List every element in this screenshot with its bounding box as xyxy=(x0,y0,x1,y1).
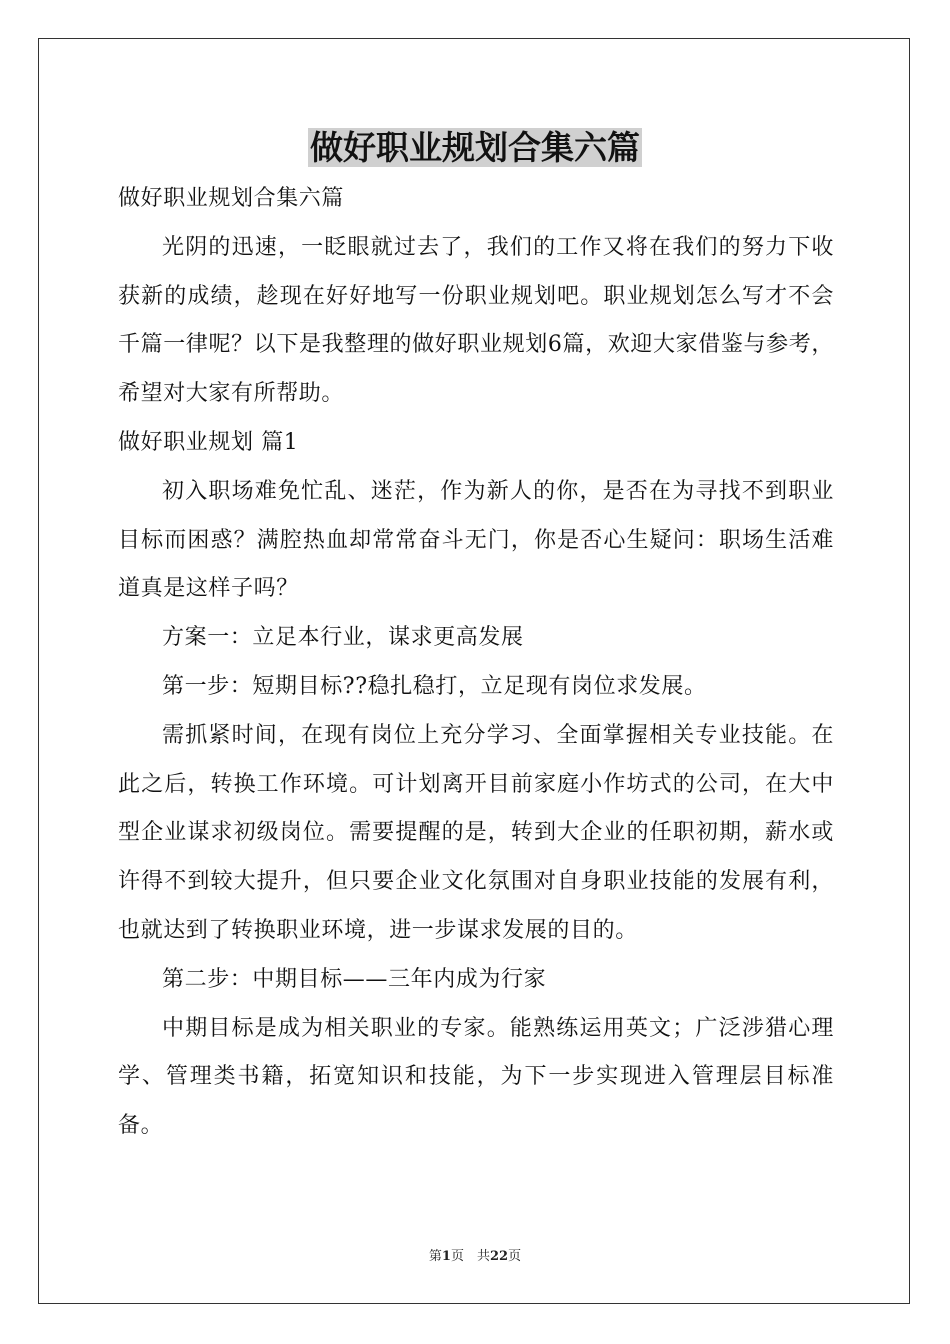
total-pages-number: 22 xyxy=(489,1249,509,1264)
body-paragraph: 光阴的迅速，一眨眼就过去了，我们的工作又将在我们的努力下收获新的成绩，趁现在好好地写一份职业规划吧。职业规划怎么写才不会千篇一律呢？以下是我整理的做好职业规划6篇，欢迎大家借鉴与参考，希望对大家有所帮助。 xyxy=(118,234,834,407)
body-paragraph: 需抓紧时间，在现有岗位上充分学习、全面掌握相关专业技能。在此之后，转换工作环境。可计划离开目前家庭小作坊式的公司，在大中型企业谋求初级岗位。需要提醒的是，转到大企业的任职初期，薪水或许得不到较大提升，但只要企业文化氛围对自身职业技能的发展有利，也就达到了转换职业环境，进一步谋求发展的目的。 xyxy=(118,722,834,943)
current-page-number: 1 xyxy=(441,1249,451,1264)
page-label-suffix: 页 xyxy=(508,1249,522,1264)
body-paragraph: 第一步：短期目标??稳扎稳打，立足现有岗位求发展。 xyxy=(162,673,707,699)
body-paragraph: 初入职场难免忙乱、迷茫，作为新人的你，是否在为寻找不到职业目标而困惑？满腔热血却常常奋斗无门，你是否心生疑问：职场生活难道真是这样子吗？ xyxy=(118,478,834,602)
body-paragraph: 中期目标是成为相关职业的专家。能熟练运用英文；广泛涉猎心理学、管理类书籍，拓宽知识和技能，为下一步实现进入管理层目标准备。 xyxy=(118,1015,834,1139)
document-title xyxy=(0,126,950,170)
body-paragraph: 方案一：立足本行业，谋求更高发展 xyxy=(162,625,524,651)
page-label-prefix: 第 xyxy=(428,1249,442,1264)
page-label-middle: 页 共 xyxy=(450,1249,490,1264)
body-paragraph: 做好职业规划合集六篇 xyxy=(118,186,345,211)
body-paragraph: 第二步：中期目标——三年内成为行家 xyxy=(162,966,547,992)
section-heading: 做好职业规划 篇1 xyxy=(118,429,299,455)
document-body xyxy=(118,175,834,1151)
page-footer xyxy=(0,1248,950,1266)
document-title-text: 做好职业规划合集六篇 xyxy=(310,128,640,167)
